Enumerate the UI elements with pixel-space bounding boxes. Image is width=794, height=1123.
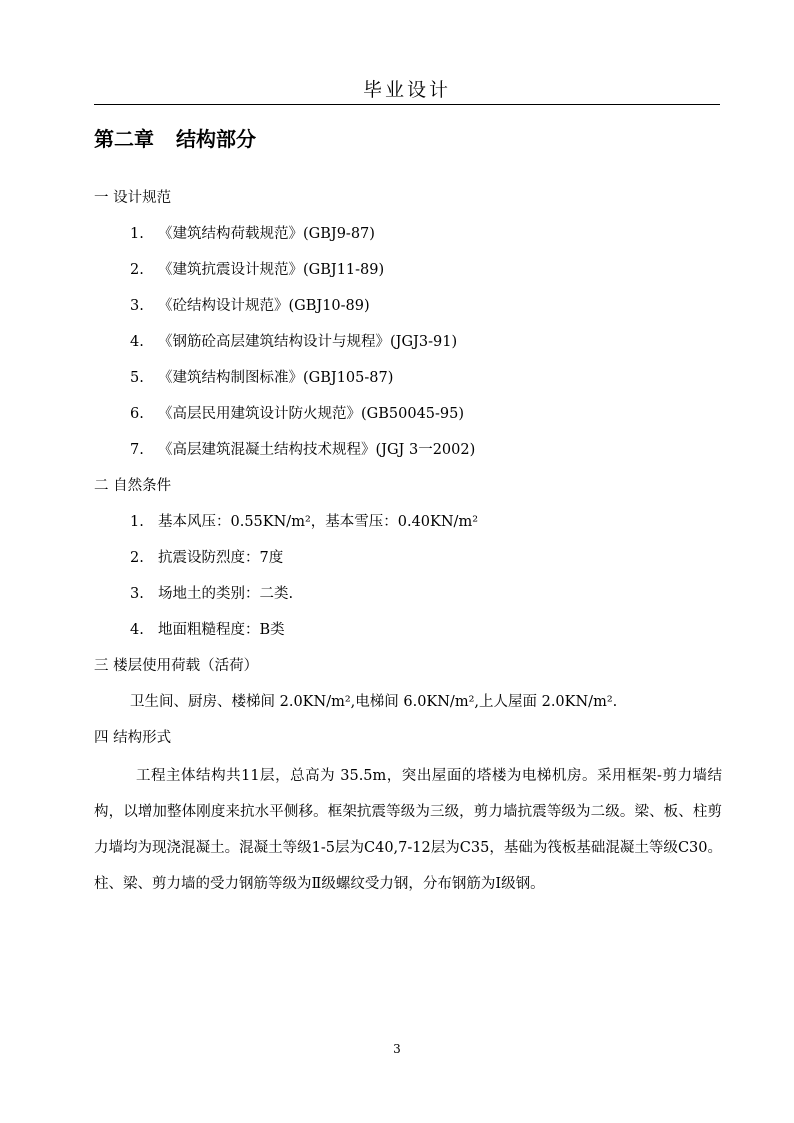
section-heading-design-codes: 一 设计规范 [94, 190, 172, 206]
list-item-number: 2. [130, 262, 144, 278]
list-item-number: 2. [130, 550, 144, 566]
list-item-number: 6. [130, 406, 144, 422]
list-item [130, 403, 464, 425]
list-item-number: 3. [130, 298, 144, 314]
list-item [130, 223, 375, 245]
section-heading-natural-conditions: 二 自然条件 [94, 478, 172, 494]
list-item [130, 259, 384, 281]
list-item-number: 4. [130, 334, 144, 350]
list-item-number: 4. [130, 622, 144, 638]
list-item-text: 《砼结构设计规范》(GBJ10-89) [158, 298, 370, 314]
list-item [130, 331, 457, 353]
list-item [130, 619, 285, 641]
list-item-number: 1. [130, 514, 144, 530]
list-item-number: 1. [130, 226, 144, 242]
section-heading-floor-loads: 三 楼层使用荷载（活荷） [94, 658, 259, 674]
chapter-number: 第二章 [94, 127, 154, 151]
list-item-number: 3. [130, 586, 144, 602]
list-item [130, 295, 370, 317]
list-item-text: 《建筑结构荷载规范》(GBJ9-87) [158, 226, 375, 242]
list-item-text: 《建筑抗震设计规范》(GBJ11-89) [158, 262, 385, 278]
list-item-text: 基本风压：0.55KN/m²，基本雪压：0.40KN/m² [158, 514, 479, 530]
chapter-name: 结构部分 [176, 127, 256, 151]
list-item-text: 抗震设防烈度：7度 [158, 550, 284, 566]
list-item-text: 地面粗糙程度：B类 [158, 622, 285, 638]
list-item [130, 367, 393, 389]
floor-load-text: 卫生间、厨房、楼梯间 2.0KN/m²,电梯间 6.0KN/m²,上人屋面 2.0KN/m². [130, 694, 618, 710]
list-item-number: 5. [130, 370, 144, 386]
list-item-text: 《高层建筑混凝土结构技术规程》(JGJ 3一2002) [158, 442, 476, 458]
page-number: 3 [393, 1042, 401, 1056]
list-item [130, 511, 478, 533]
list-item [130, 547, 283, 569]
page-header-title: 毕业设计 [362, 79, 451, 101]
list-item-text: 《建筑结构制图标准》(GBJ105-87) [158, 370, 394, 386]
list-item-text: 场地土的类别：二类. [158, 586, 294, 602]
structural-form-paragraph: 工程主体结构共11层，总高为 35.5m，突出屋面的塔楼为电梯机房。采用框架-剪力墙结构，以增加整体刚度来抗水平侧移。框架抗震等级为三级，剪力墙抗震等级为二级。梁、板、柱剪力墙均为现浇混凝土。混凝土等级1-5层为C40,7-12层为C35，基础为筏板基础混凝土等级C30。柱、梁、剪力墙的受力钢筋等级为Ⅱ级螺纹受力钢，分布钢筋为Ⅰ级钢。 [94, 768, 722, 892]
header-rule [94, 104, 720, 105]
section-heading-structural-form: 四 结构形式 [94, 730, 172, 746]
chapter-title [94, 124, 256, 154]
list-item [130, 583, 293, 605]
list-item-text: 《高层民用建筑设计防火规范》(GB50045-95) [158, 406, 465, 422]
list-item-text: 《钢筋砼高层建筑结构设计与规程》(JGJ3-91) [158, 334, 458, 350]
structural-form-paragraph-block [94, 758, 722, 902]
list-item-number: 7. [130, 442, 144, 458]
list-item [130, 439, 475, 461]
